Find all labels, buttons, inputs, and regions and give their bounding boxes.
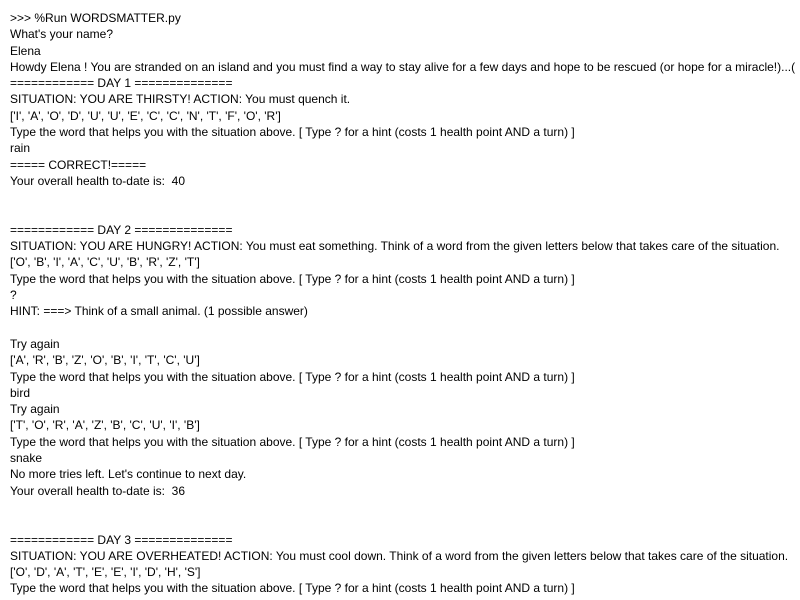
console-line: >>> %Run WORDSMATTER.py bbox=[10, 11, 181, 25]
console-line: snake bbox=[10, 451, 43, 466]
console-line: SITUATION: YOU ARE OVERHEATED! ACTION: You must cool down. Think of a word from the given letters below that takes care of the situation. bbox=[10, 548, 789, 563]
console-line: Your overall health to-date is: 40 bbox=[10, 173, 186, 188]
console-line: HINT: ===> Think of a small animal. (1 possible answer) bbox=[10, 304, 308, 319]
console-line: ? bbox=[10, 288, 17, 303]
console-line: ===== CORRECT!===== bbox=[10, 157, 147, 172]
console-line: bird bbox=[10, 385, 31, 400]
console-line: ============ DAY 3 ============== bbox=[10, 532, 233, 547]
console-line bbox=[10, 499, 800, 515]
console-line: Type the word that helps you with the situation above. [ Type ? for a hint (costs 1 health point AND a turn) ] bbox=[10, 581, 575, 596]
console-line bbox=[10, 515, 800, 531]
console-line: ============ DAY 2 ============== bbox=[10, 222, 233, 237]
console-line: rain bbox=[10, 141, 31, 156]
console-line: ['A', 'R', 'B', 'Z', 'O', 'B', 'I', 'T', 'C', 'U'] bbox=[10, 353, 200, 368]
console-line: ============ DAY 1 ============== bbox=[10, 76, 233, 91]
console-line: Your overall health to-date is: 36 bbox=[10, 483, 186, 498]
console-line: Try again bbox=[10, 336, 60, 351]
console-line: ['I', 'A', 'O', 'D', 'U', 'U', 'E', 'C', 'C', 'N', 'T', 'F', 'O', 'R'] bbox=[10, 108, 281, 123]
console-line: Try again bbox=[10, 402, 60, 417]
console-line: ['O', 'D', 'A', 'T', 'E', 'E', 'I', 'D', 'H', 'S'] bbox=[10, 565, 201, 580]
console-line: Type the word that helps you with the situation above. [ Type ? for a hint (costs 1 health point AND a turn) ] bbox=[10, 369, 575, 384]
console-line: Type the word that helps you with the situation above. [ Type ? for a hint (costs 1 health point AND a turn) ] bbox=[10, 125, 575, 140]
console-line: No more tries left. Let's continue to next day. bbox=[10, 467, 247, 482]
console-line bbox=[10, 206, 800, 222]
console-line bbox=[10, 320, 800, 336]
console-line: Type the word that helps you with the situation above. [ Type ? for a hint (costs 1 health point AND a turn) ] bbox=[10, 434, 575, 449]
console-line: What's your name? bbox=[10, 27, 114, 42]
console-line: Type the word that helps you with the situation above. [ Type ? for a hint (costs 1 health point AND a turn) ] bbox=[10, 271, 575, 286]
console-line: ['O', 'B', 'I', 'A', 'C', 'U', 'B', 'R', 'Z', 'T'] bbox=[10, 255, 200, 270]
console-line: SITUATION: YOU ARE THIRSTY! ACTION: You must quench it. bbox=[10, 92, 351, 107]
console-line: SITUATION: YOU ARE HUNGRY! ACTION: You must eat something. Think of a word from the given letters below that takes care of the situation. bbox=[10, 239, 780, 254]
console-line: Howdy Elena ! You are stranded on an island and you must find a way to stay alive for a few days and hope to be rescued (or hope for a miracle!)...( bbox=[10, 59, 796, 74]
console-line: Elena bbox=[10, 43, 41, 58]
console-line: ['T', 'O', 'R', 'A', 'Z', 'B', 'C', 'U', 'I', 'B'] bbox=[10, 418, 200, 433]
console-line bbox=[10, 189, 800, 205]
